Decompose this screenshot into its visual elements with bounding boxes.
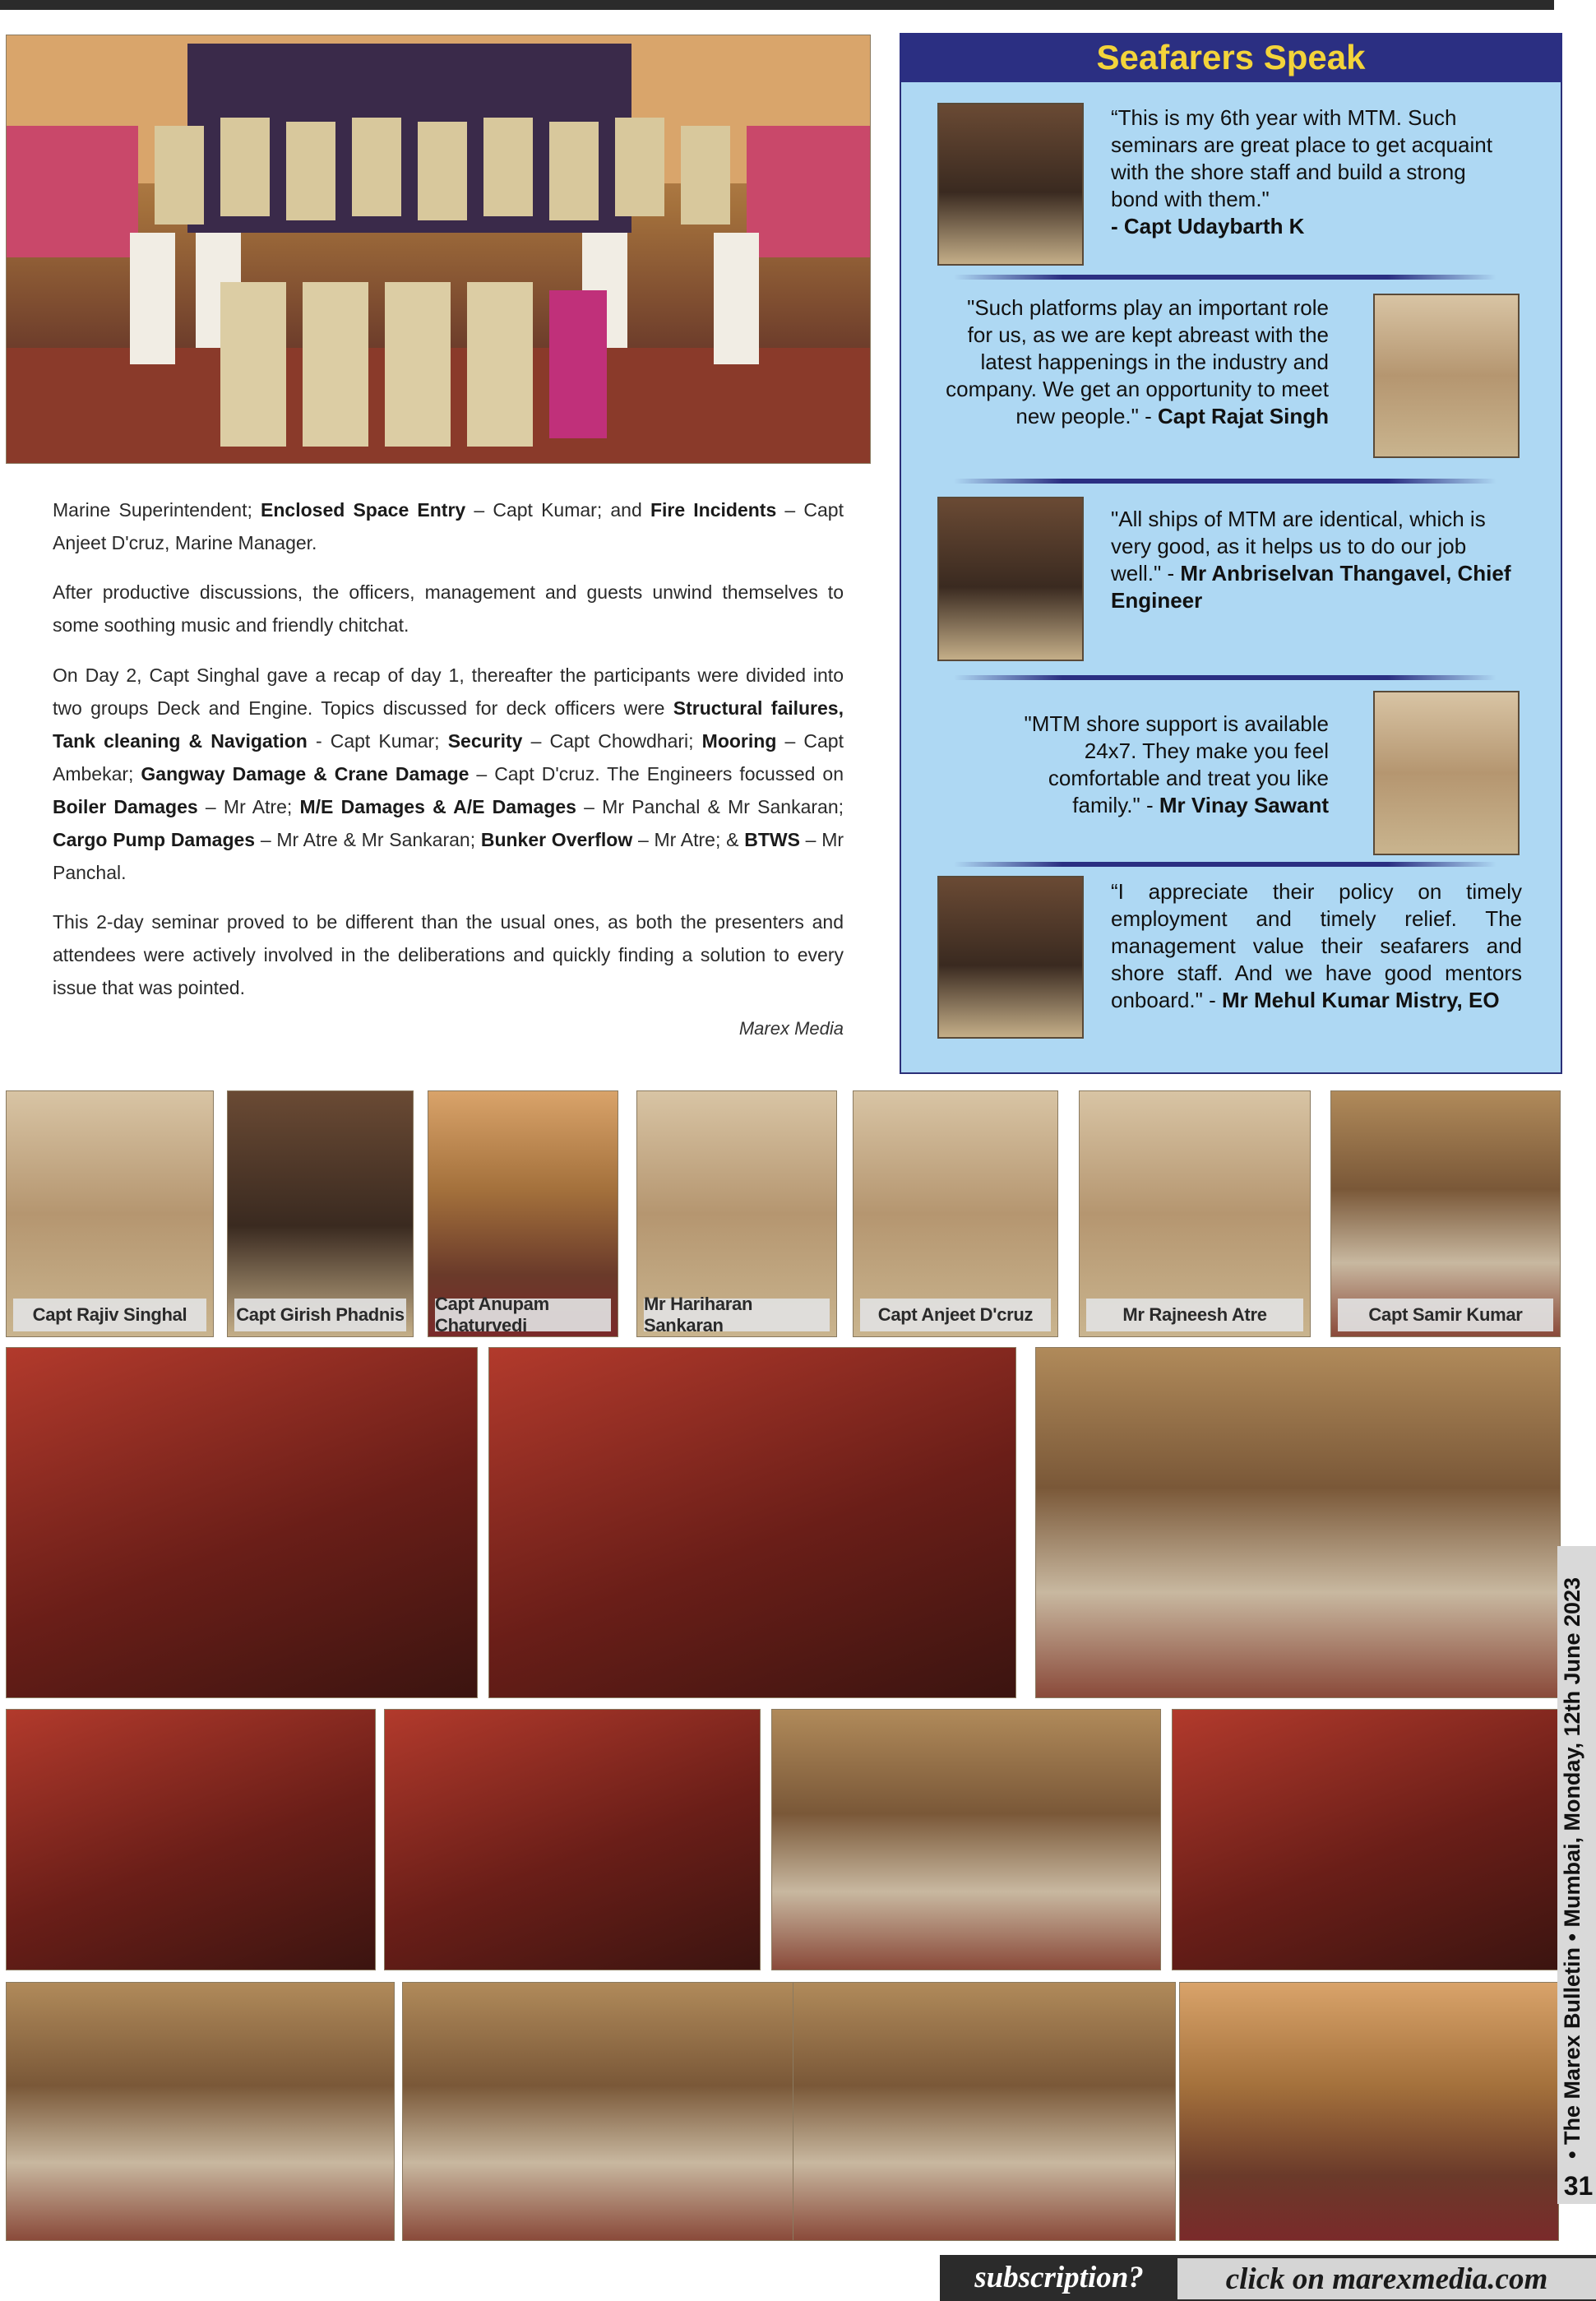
page-number: 31 — [1563, 2170, 1594, 2201]
paragraph-2: After productive discussions, the officers, management and guests unwind themselves to some soothing music and friendly chitchat. — [53, 581, 844, 636]
quote-3: "All ships of MTM are identical, which is very good, as it helps us to do our job well." - Mr Anbriselvan Thangavel, Chief Engineer — [1111, 507, 1511, 613]
group-photo — [6, 35, 871, 464]
speaker-photo-3 — [428, 1090, 618, 1337]
speaker-photo-6 — [1079, 1090, 1311, 1337]
subscription-link[interactable]: click on marexmedia.com — [1177, 2258, 1596, 2299]
speaker-caption: Mr Rajneesh Atre — [1086, 1299, 1303, 1331]
quote-4: "MTM shore support is available 24x7. They make you feel comfortable and treat you like family." - Mr Vinay Sawant — [1024, 711, 1329, 817]
group-photo-scene — [7, 35, 870, 463]
event-photo — [1035, 1347, 1561, 1698]
quote-2: "Such platforms play an important role for us, as we are kept abreast with the latest happenings in the industry and company. We get an opportunity to meet new people." - Capt Rajat Singh — [946, 295, 1329, 428]
event-photo — [6, 1709, 376, 1970]
event-photo — [6, 1982, 395, 2241]
event-photo — [1172, 1709, 1559, 1970]
subscription-label[interactable]: subscription? — [974, 2260, 1144, 2294]
paragraph-4: This 2-day seminar proved to be different than the usual ones, as both the presenters and attendees were actively involved in the deliberations and quickly finding a solution to every issue that was pointed. — [53, 911, 844, 998]
credit-marex-media: Marex Media — [738, 1018, 844, 1039]
event-photo — [1179, 1982, 1559, 2241]
event-photo — [402, 1982, 826, 2241]
speaker-caption: Capt Anjeet D'cruz — [860, 1299, 1051, 1331]
speaker-photo-5 — [853, 1090, 1058, 1337]
divider-1 — [954, 275, 1497, 280]
paragraph-3: On Day 2, Capt Singhal gave a recap of day 1, thereafter the participants were divided into two groups Deck and Engine. Topics discussed for deck officers were Structural failures, Tank cleaning & Navigation - Capt Kumar; Security – Capt Chowdhari; Mooring – Capt Ambekar; Gangway Damage & Crane Damage – Capt D'cruz. The Engineers focussed on Boiler Damages – Mr Atre; M/E Damages & A/E Damages – Mr Panchal & Mr Sankaran; Cargo Pump Damages – Mr Atre & Mr Sankaran; Bunker Overflow – Mr Atre; & BTWS – Mr Panchal. — [53, 664, 844, 883]
event-photo — [771, 1709, 1161, 1970]
speaker-photo-4 — [636, 1090, 837, 1337]
portrait-mehul-kumar — [937, 876, 1084, 1039]
event-photo — [6, 1347, 478, 1698]
portrait-rajat-singh — [1373, 294, 1520, 458]
speaker-photo-2 — [227, 1090, 414, 1337]
divider-4 — [954, 862, 1497, 867]
event-photo — [793, 1982, 1176, 2241]
speaker-photo-7 — [1330, 1090, 1561, 1337]
event-photo — [488, 1347, 1016, 1698]
portrait-vinay-sawant — [1373, 691, 1520, 855]
quote-5: “I appreciate their policy on timely employment and timely relief. The management value their seafarers and shore staff. And we have good mentors onboard." - Mr Mehul Kumar Mistry, EO — [1111, 879, 1522, 1012]
speaker-photo-1 — [6, 1090, 214, 1337]
divider-2 — [954, 479, 1497, 484]
portrait-udaybarth — [937, 103, 1084, 266]
paragraph-1: Marine Superintendent; Enclosed Space Entry – Capt Kumar; and Fire Incidents – Capt Anjeet D'cruz, Marine Manager. — [53, 499, 844, 553]
seafarers-speak-heading: Seafarers Speak — [900, 33, 1562, 82]
speaker-caption: Capt Anupam Chaturvedi — [435, 1299, 611, 1331]
divider-3 — [954, 675, 1497, 680]
speaker-caption: Capt Samir Kumar — [1338, 1299, 1553, 1331]
quote-1: “This is my 6th year with MTM. Such seminars are great place to get acquaint with the shore staff and build a strong bond with them." - Capt Udaybarth K — [1111, 105, 1492, 238]
portrait-anbriselvan — [937, 497, 1084, 661]
speaker-caption: Capt Girish Phadnis — [234, 1299, 406, 1331]
speaker-caption: Mr Hariharan Sankaran — [644, 1299, 830, 1331]
speaker-caption: Capt Rajiv Singhal — [13, 1299, 206, 1331]
top-rule — [0, 0, 1554, 10]
event-photo — [384, 1709, 761, 1970]
